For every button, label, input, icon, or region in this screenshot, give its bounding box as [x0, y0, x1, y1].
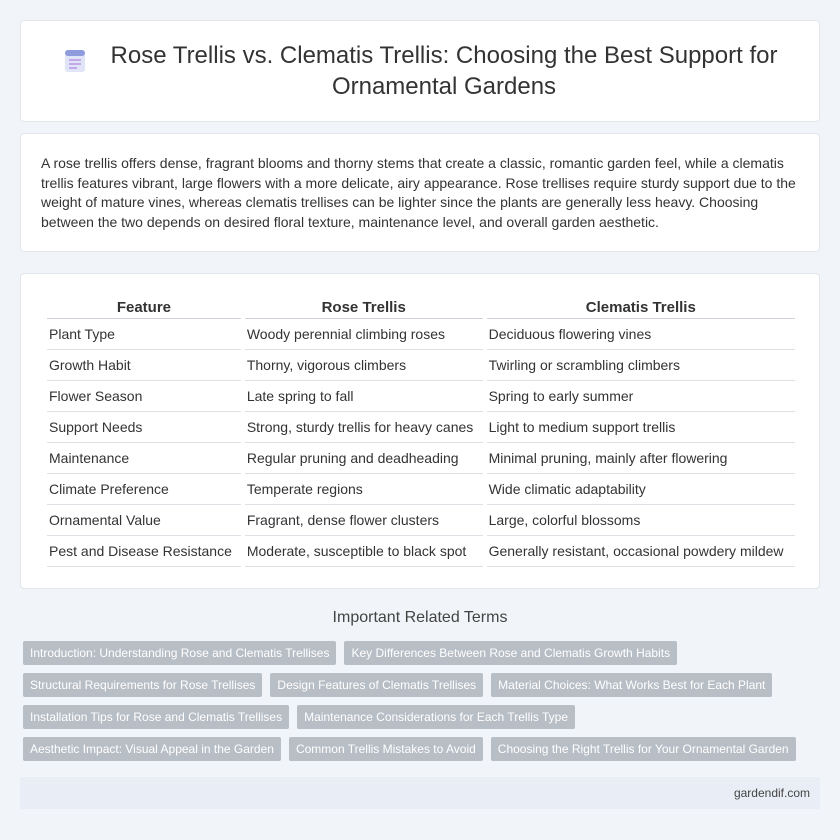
related-term-tag[interactable]: Choosing the Right Trellis for Your Ornamental Garden: [491, 737, 796, 761]
footer-site-link[interactable]: gardendif.com: [733, 786, 810, 800]
header-rose-trellis: Rose Trellis: [245, 296, 483, 319]
tag-row: [23, 737, 823, 761]
feature-cell: Growth Habit: [47, 350, 241, 381]
feature-cell: Pest and Disease Resistance: [47, 536, 241, 567]
document-icon: [61, 47, 89, 75]
tag-row: [23, 673, 823, 697]
clematis-cell: Twirling or scrambling climbers: [487, 350, 795, 381]
table-row: [47, 474, 795, 505]
feature-cell: Plant Type: [47, 319, 241, 350]
table-row: [47, 381, 795, 412]
related-term-tag[interactable]: Installation Tips for Rose and Clematis Trellises: [23, 705, 289, 729]
table-row: [47, 319, 795, 350]
feature-cell: Flower Season: [47, 381, 241, 412]
page-title: Rose Trellis vs. Clematis Trellis: Choosing the Best Support for Ornamental Gardens: [110, 42, 778, 100]
clematis-cell: Wide climatic adaptability: [487, 474, 795, 505]
rose-cell: Moderate, susceptible to black spot: [245, 536, 483, 567]
related-term-tag[interactable]: Common Trellis Mistakes to Avoid: [289, 737, 483, 761]
feature-cell: Maintenance: [47, 443, 241, 474]
clematis-cell: Light to medium support trellis: [487, 412, 795, 443]
comparison-table: [43, 296, 799, 567]
intro-card: [20, 133, 820, 252]
table-row: [47, 350, 795, 381]
rose-cell: Late spring to fall: [245, 381, 483, 412]
related-term-tag[interactable]: Design Features of Clematis Trellises: [270, 673, 483, 697]
table-row: [47, 505, 795, 536]
related-term-tag[interactable]: Maintenance Considerations for Each Trellis Type: [297, 705, 575, 729]
rose-cell: Regular pruning and deadheading: [245, 443, 483, 474]
related-term-tag[interactable]: Aesthetic Impact: Visual Appeal in the Garden: [23, 737, 281, 761]
footer: [20, 777, 820, 809]
table-row: [47, 412, 795, 443]
intro-paragraph: A rose trellis offers dense, fragrant blooms and thorny stems that create a classic, romantic garden feel, while a clematis trellis features vibrant, large flowers with a more delicate, airy appearance. Rose trellises require sturdy support due to the weight of mature vines, whereas clematis trellises can be lighter since the plants are generally less heavy. Choosing between the two depends on desired floral texture, maintenance level, and overall garden aesthetic.: [41, 155, 796, 230]
rose-cell: Strong, sturdy trellis for heavy canes: [245, 412, 483, 443]
related-term-tag[interactable]: Material Choices: What Works Best for Each Plant: [491, 673, 772, 697]
clematis-cell: Large, colorful blossoms: [487, 505, 795, 536]
tag-row: [23, 641, 823, 665]
clematis-cell: Minimal pruning, mainly after flowering: [487, 443, 795, 474]
clematis-cell: Deciduous flowering vines: [487, 319, 795, 350]
table-row: [47, 536, 795, 567]
title-card: [20, 20, 820, 122]
rose-cell: Fragrant, dense flower clusters: [245, 505, 483, 536]
rose-cell: Thorny, vigorous climbers: [245, 350, 483, 381]
rose-cell: Temperate regions: [245, 474, 483, 505]
related-term-tag[interactable]: Introduction: Understanding Rose and Clematis Trellises: [23, 641, 336, 665]
related-terms-list: [23, 641, 823, 769]
table-row: [47, 443, 795, 474]
table-header-row: [47, 296, 795, 319]
clematis-cell: Spring to early summer: [487, 381, 795, 412]
comparison-card: [20, 273, 820, 589]
related-term-tag[interactable]: Key Differences Between Rose and Clematis Growth Habits: [344, 641, 677, 665]
related-terms-heading: Important Related Terms: [332, 609, 508, 626]
feature-cell: Support Needs: [47, 412, 241, 443]
header-feature: Feature: [47, 296, 241, 319]
feature-cell: Climate Preference: [47, 474, 241, 505]
related-term-tag[interactable]: Structural Requirements for Rose Trellises: [23, 673, 262, 697]
clematis-cell: Generally resistant, occasional powdery mildew: [487, 536, 795, 567]
feature-cell: Ornamental Value: [47, 505, 241, 536]
tag-row: [23, 705, 823, 729]
header-clematis-trellis: Clematis Trellis: [487, 296, 795, 319]
rose-cell: Woody perennial climbing roses: [245, 319, 483, 350]
